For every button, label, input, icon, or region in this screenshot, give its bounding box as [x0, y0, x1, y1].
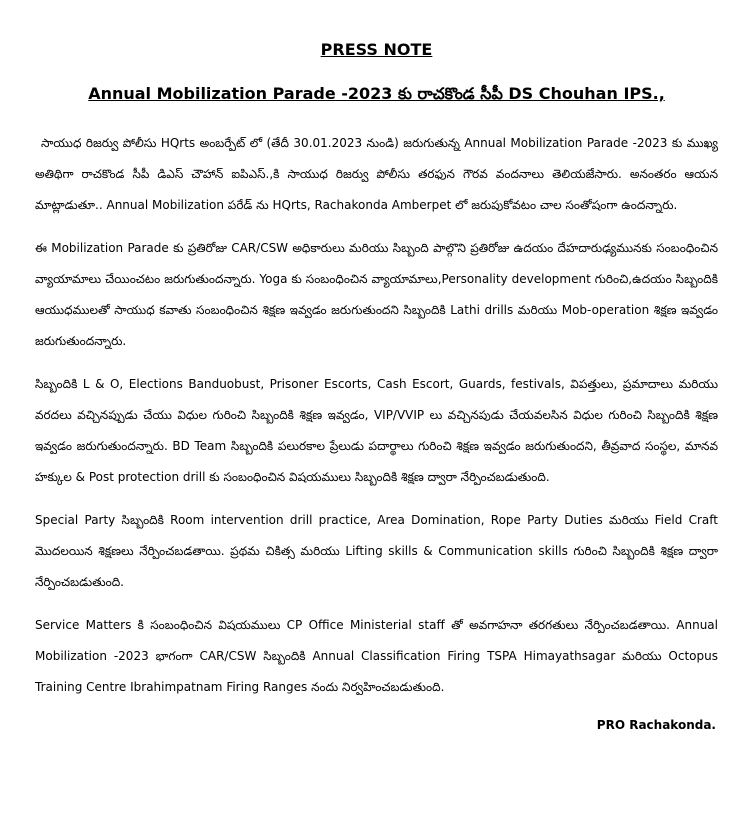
paragraph-5: Service Matters కి సంబంధించిన విషయములు CP Office Ministerial staff తో అవగాహనా తరగతులు నేర్పించబడతాయి. Annual Mobilization -2023 భాగంగా CAR/CSW సిబ్బందికి Annual Classification Firing TSPA Himayathsagar మరియు Octopus Training Centre Ibrahimpatnam Firing Ranges నందు నిర్వహించబడుతుంది. [35, 618, 718, 694]
paragraph-2: ఈ Mobilization Parade కు ప్రతిరోజు CAR/CSW అధికారులు మరియు సిబ్బంది పాల్గొని ప్రతిరోజు ఉదయం దేహదారుఢ్యమునకు సంబంధించిన వ్యాయామాలు చేయించటం జరుగుతుందన్నారు. Yoga కు సంబంధించిన వ్యాయామాలు,Personality development గురించి,ఉదయం సిబ్బందికి ఆయుధములతో సాయుధ కవాతు సంబంధించిన శిక్షణ ఇవ్వడం జరుగుతుందని సిబ్బందికి Lathi drills మరియు Mob-operation శిక్షణ ఇవ్వడం జరుగుతుందన్నారు. [35, 241, 718, 348]
page-title: PRESS NOTE [320, 40, 433, 59]
paragraph-4: Special Party సిబ్బందికి Room intervention drill practice, Area Domination, Rope Party Duties మరియు Field Craft మొదలయిన శిక్షణలు నేర్పించబడతాయి. ప్రథమ చికిత్స మరియు Lifting skills & Communication skills గురించి సిబ్బందికి శిక్షణ ద్వారా నేర్పించబడుతుంది. [35, 513, 718, 589]
paragraph-1: సాయుధ రిజర్వు పోలీసు HQrts అంబర్పేట్ లో (తేదీ 30.01.2023 నుండి) జరుగుతున్న Annual Mobilization Parade -2023 కు ముఖ్య అతిథిగా రాచకొండ సీపీ డిఎస్ చౌహాన్ ఐపిఎస్.,కి సాయుధ రిజర్వు పోలీసు తరఫున గౌరవ వందనాలు తెలియజేసారు. అనంతరం ఆయన మాట్లాడుతూ.. Annual Mobilization పరేడ్ ను HQrts, Rachakonda Amberpet లో జరుపుకోవటం చాల సంతోషంగా ఉందన్నారు. [35, 136, 718, 212]
paragraph-3: సిబ్బందికి L & O, Elections Banduobust, Prisoner Escorts, Cash Escort, Guards, festivals, విపత్తులు, ప్రమాదాలు మరియు వరదలు వచ్చినప్పుడు చేయు విధుల గురించి సిబ్బందికి శిక్షణ ఇవ్వడం, VIP/VVIP లు వచ్చినపుడు చేయవలసిన విధుల గురించి సిబ్బందికి శిక్షణ ఇవ్వడం జరుగుతుందన్నారు. BD Team సిబ్బందికి పలురకాల ప్రేలుడు పదార్థాలు గురించి శిక్షణ ఇవ్వడం జరుగుతుందని, తీవ్రవాద సంస్థల, మానవ హక్కుల & Post protection drill కు సంబంధించిన విషయములు సిబ్బందికి శిక్షణ ద్వారా నేర్పించబడుతుంది. [35, 377, 718, 484]
page-subtitle: Annual Mobilization Parade -2023 కు రాచకొండ సీపీ DS Chouhan IPS., [88, 84, 665, 103]
signature: PRO Rachakonda. [596, 718, 716, 732]
